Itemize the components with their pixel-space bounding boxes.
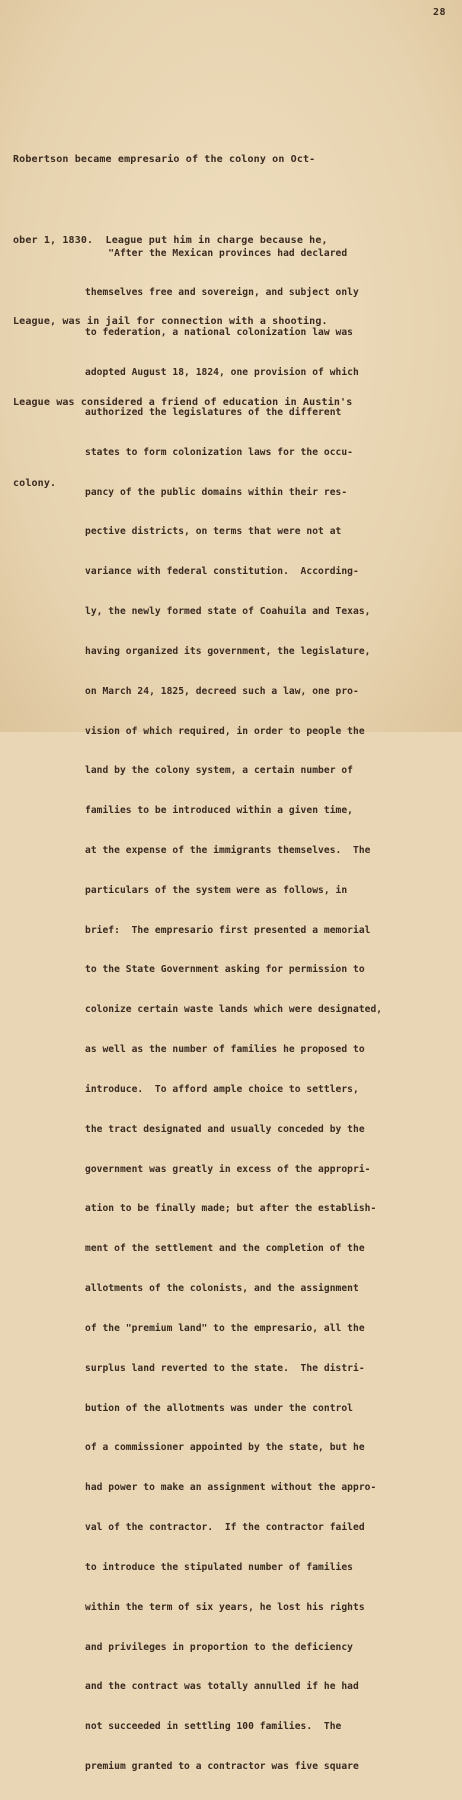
intro-line: League was considered a friend of education in Austin's [13,397,353,408]
page-number: 28 [432,7,446,18]
quote-line: surplus land reverted to the state. The distri- [85,1362,365,1374]
quote-line: particulars of the system were as follows, in [85,884,348,896]
quote-line: premium granted to a contractor was five square [85,1761,359,1773]
intro-line: League, was in jail for connection with a shooting. [13,316,328,327]
quote-line: and privileges in proportion to the deficiency [85,1641,353,1653]
quote-line: ly, the newly formed state of Coahuila and Texas, [85,606,371,618]
quote-line: and the contract was totally annulled if he had [85,1681,359,1693]
quote-line: to introduce the stipulated number of families [85,1561,353,1573]
quote-line: ment of the settlement and the completion of the [85,1243,365,1255]
quote-line: at the expense of the immigrants themselves. The [85,844,371,856]
quote-line: within the term of six years, he lost his rights [85,1601,365,1613]
quote-line: introduce. To afford ample choice to settlers, [85,1083,359,1095]
quote-line: on March 24, 1825, decreed such a law, one pro- [85,685,359,697]
quote-line: states to form colonization laws for the occu- [85,446,353,458]
quote-line: land by the colony system, a certain number of [85,765,353,777]
quote-line: of the "premium land" to the empresario, all the [85,1322,365,1334]
quote-line: themselves free and sovereign, and subject only [85,287,359,299]
quote-line: had power to make an assignment without the appro- [85,1482,377,1494]
quote-line: pancy of the public domains within their res- [85,486,348,498]
quote-line: colonize certain waste lands which were designated, [85,1004,383,1016]
quote-line: as well as the number of families he proposed to [85,1044,365,1056]
quote-line: not succeeded in settling 100 families. The [85,1721,342,1733]
quote-line: ation to be finally made; but after the establish- [85,1203,377,1215]
quote-line: bution of the allotments was under the control [85,1402,353,1414]
quote-line: brief: The empresario first presented a memorial [85,924,371,936]
quote-line: "After the Mexican provinces had declared [85,247,348,259]
quote-line: of a commissioner appointed by the state, but he [85,1442,365,1454]
intro-line: colony. [13,478,57,489]
intro-line: ober 1, 1830. League put him in charge because he, [13,235,328,246]
quote-line: families to be introduced within a given time, [85,805,353,817]
quote-line: having organized its government, the legislature, [85,645,371,657]
quote-line: val of the contractor. If the contractor failed [85,1522,365,1534]
quote-line: the tract designated and usually conceded by the [85,1123,365,1135]
quote-line: pective districts, on terms that were not at [85,526,342,538]
quote-line: vision of which required, in order to people the [85,725,365,737]
quote-line: adopted August 18, 1824, one provision of which [85,367,359,379]
quote-line: government was greatly in excess of the appropri- [85,1163,371,1175]
intro-line: Robertson became empresario of the colony on Oct- [13,154,316,165]
quote-line: authorized the legislatures of the different [85,406,342,418]
quote-line: to the State Government asking for permission to [85,964,365,976]
block-quote [85,220,455,1800]
quote-line: variance with federal constitution. According- [85,566,359,578]
quote-line: to federation, a national colonization law was [85,327,353,339]
quote-line: allotments of the colonists, and the assignment [85,1283,359,1295]
